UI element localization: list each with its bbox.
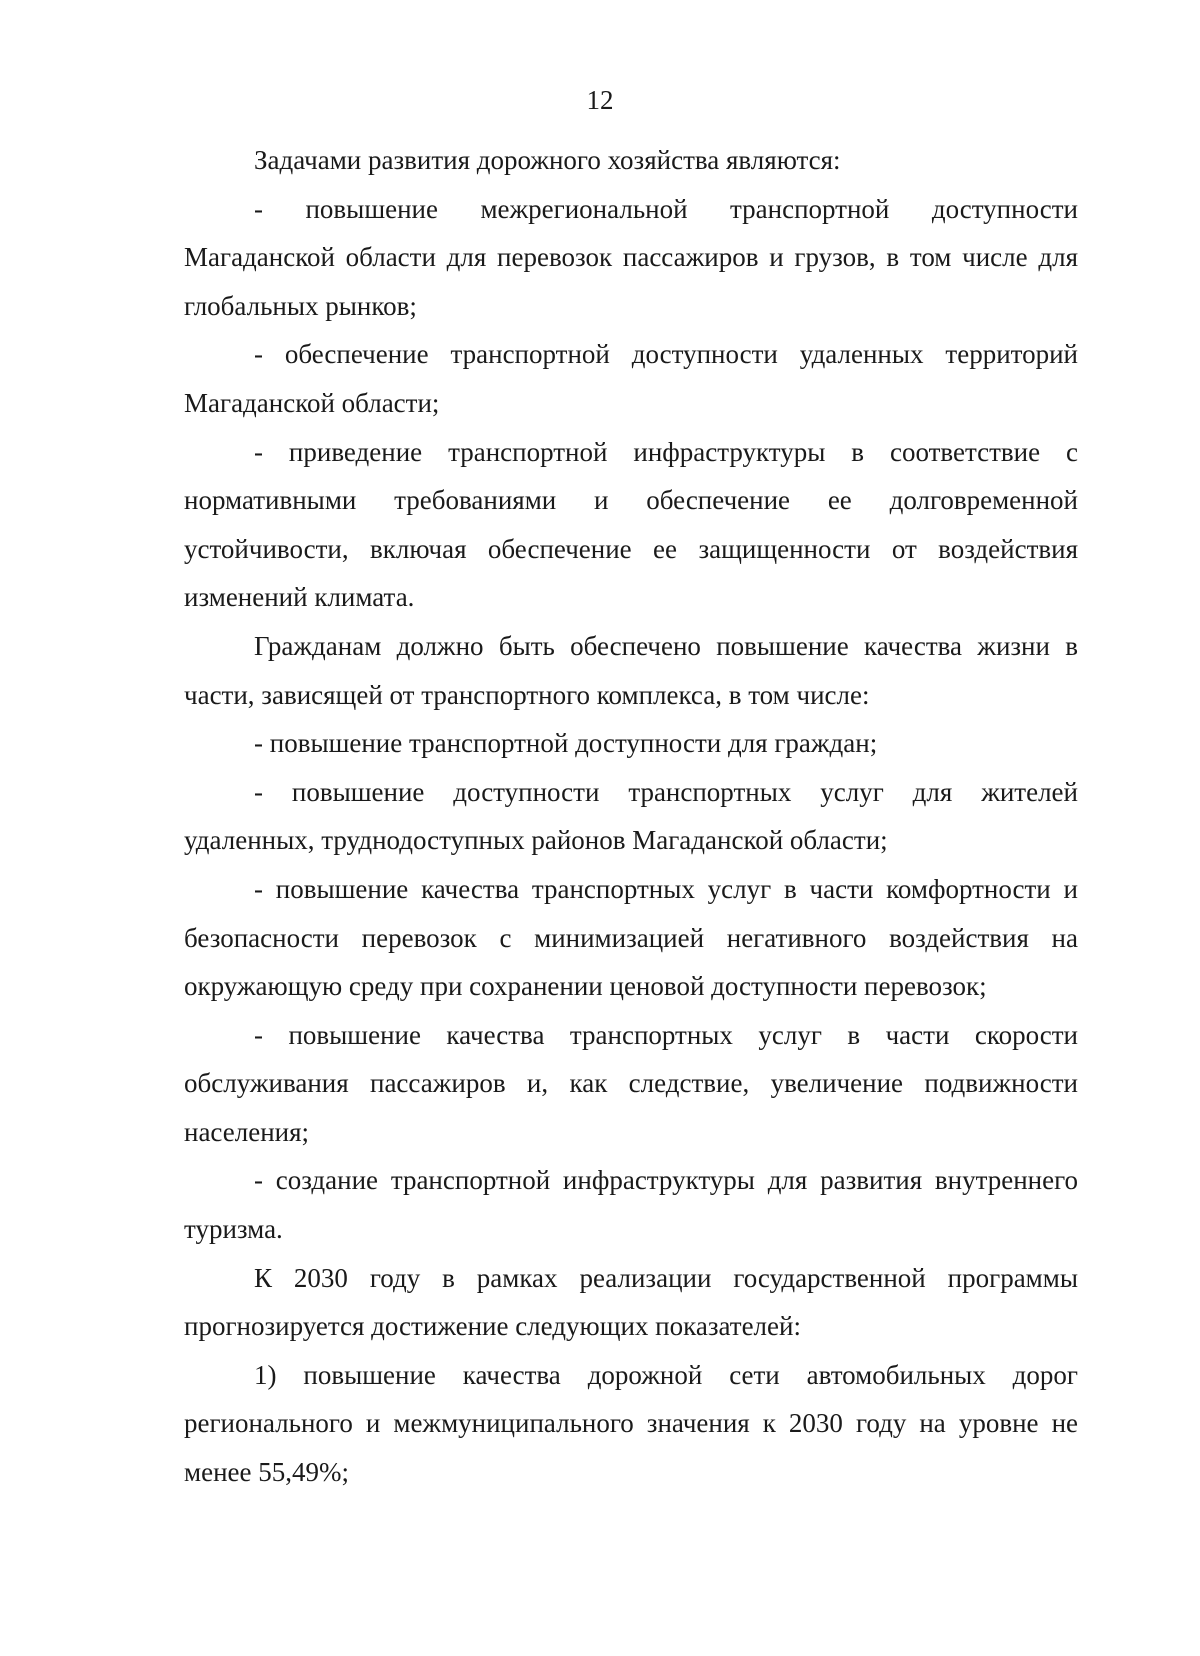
paragraph-tourism: - создание транспортной инфраструктуры для развития внутреннего туризма. bbox=[184, 1165, 1078, 1245]
paragraph-remote-territories: - обеспечение транспортной доступности удаленных территорий Магаданской области; bbox=[184, 339, 1078, 418]
paragraph-citizens-access: - повышение транспортной доступности для граждан; bbox=[254, 728, 878, 759]
paragraph-road-tasks-intro: Задачами развития дорожного хозяйства являются: bbox=[254, 145, 841, 175]
paragraph-citizens-quality: Гражданам должно быть обеспечено повышение качества жизни в части, зависящей от транспортного комплекса, в том числе: bbox=[184, 630, 1078, 710]
paragraph-remote-residents: - повышение доступности транспортных услуг для жителей удаленных, труднодоступных районов Магаданской области; bbox=[184, 776, 1078, 856]
paragraph-2030-forecast: К 2030 году в рамках реализации государственной программы прогнозируется достижение следующих показателей: bbox=[184, 1262, 1078, 1342]
paragraph-interregional-access: - повышение межрегиональной транспортной доступности Магаданской области для перевозок пассажиров и грузов, в том числе для глобальных рынков; bbox=[184, 193, 1078, 321]
paragraph-infrastructure-compliance: - приведение транспортной инфраструктуры в соответствие с нормативными требованиями и обеспечение ее долговременной устойчивости, включая обеспечение ее защищенности от воздействия изменений климата. bbox=[184, 436, 1078, 613]
paragraph-comfort-safety: - повышение качества транспортных услуг в части комфортности и безопасности перевозок с минимизацией негативного воздействия на окружающую среду при сохранении ценовой доступности перевозок; bbox=[184, 873, 1078, 1002]
document-body bbox=[184, 136, 1078, 1497]
paragraph-road-quality-indicator: 1) повышение качества дорожной сети автомобильных дорог регионального и межмуниципального значения к 2030 году на уровне не менее 55,49%; bbox=[184, 1359, 1078, 1488]
page-number: 12 bbox=[586, 85, 614, 115]
paragraph-service-speed: - повышение качества транспортных услуг в части скорости обслуживания пассажиров и, как следствие, увеличение подвижности населения; bbox=[184, 1019, 1078, 1147]
